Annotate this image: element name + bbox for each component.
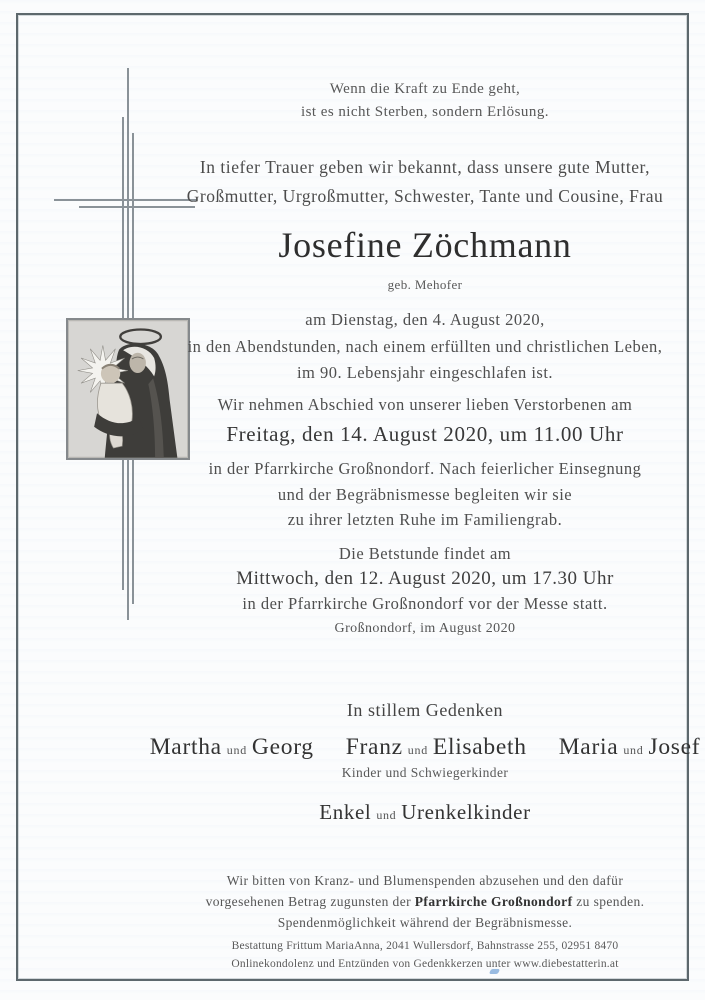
donation-text: vorgesehenen Betrag zugunsten der [205, 894, 415, 909]
announcement-line: Großmutter, Urgroßmutter, Schwester, Tante und Cousine, Frau [186, 185, 664, 206]
donation-line: Wir bitten von Kranz- und Blumenspenden abzusehen und den dafür [226, 873, 624, 888]
maiden-name: geb. Mehofer [387, 277, 463, 292]
farewell-line: zu ihrer letzten Ruhe im Familiengrab. [287, 510, 563, 529]
quote-line: Wenn die Kraft zu Ende geht, [329, 81, 521, 97]
mourners-row [145, 734, 705, 761]
death-notice [145, 307, 705, 387]
mourner-name: Martha [149, 734, 222, 760]
connector-und: und [623, 743, 644, 757]
funeral-home-contact: Bestattung Frittum MariaAnna, 2041 Wullersdorf, Bahnstrasse 255, 02951 8470 [231, 940, 619, 952]
mourner-name: Josef [648, 734, 701, 760]
memoriam-title: In stillem Gedenken [346, 700, 504, 720]
announcement-line: In tiefer Trauer geben wir bekannt, dass unsere gute Mutter, [199, 157, 651, 177]
donation-text: zu spenden. [572, 894, 645, 909]
donation-line: Spendenmöglichkeit während der Begräbnismesse. [277, 915, 573, 930]
donation-request [145, 870, 705, 933]
online-condolence-note: Onlinekondolenz und Entzünden von Gedenkkerzen unter www.diebestatterin.at [231, 957, 619, 970]
mourner-name: Maria [558, 734, 619, 760]
mourner-couple [150, 734, 314, 761]
prayer-hour-line: in der Pfarrkirche Großnondorf vor der Messe statt. [242, 594, 608, 613]
mourner-name: Elisabeth [432, 734, 527, 760]
prayer-hour-line: Die Betstunde findet am [338, 544, 512, 563]
mourner-couple [559, 734, 701, 761]
death-line: am Dienstag, den 4. August 2020, [305, 310, 545, 329]
mourner-name: Franz [345, 734, 403, 760]
mourner-name: Georg [251, 734, 314, 760]
mourners-caption: Kinder und Schwiegerkinder [341, 765, 509, 780]
announcement-text [145, 153, 705, 210]
deceased-name: Josefine Zöchmann [278, 225, 572, 265]
farewell-details [145, 456, 705, 533]
donation-line [145, 891, 705, 912]
connector-und: und [376, 808, 397, 822]
funeral-home-footer [145, 938, 705, 973]
farewell-line: und der Begräbnismesse begleiten wir sie [277, 484, 573, 504]
farewell-intro: Wir nehmen Abschied von unserer lieben Verstorbenen am [217, 395, 633, 414]
death-line: in den Abendstunden, nach einem erfüllten und christlichen Leben, [187, 336, 663, 356]
place-dateline: Großnondorf, im August 2020 [334, 621, 516, 636]
farewell-line: in der Pfarrkirche Großnondorf. Nach feierlicher Einsegnung [208, 459, 642, 478]
funeral-datetime: Freitag, den 14. August 2020, um 11.00 Uhr [226, 422, 624, 446]
prayer-hour-datetime: Mittwoch, den 12. August 2020, um 17.30 Uhr [236, 568, 614, 589]
prayer-hour-notice [145, 541, 705, 616]
opening-quote [145, 78, 705, 124]
mourner-name: Urenkelkinder [401, 800, 531, 824]
connector-und: und [226, 743, 247, 757]
donation-beneficiary: Pfarrkirche Großnondorf [414, 894, 573, 909]
death-line: im 90. Lebensjahr eingeschlafen ist. [296, 363, 554, 382]
mourner-couple [346, 734, 527, 761]
grandchildren-line [145, 800, 705, 825]
quote-line: ist es nicht Sterben, sondern Erlösung. [301, 104, 549, 120]
mourner-name: Enkel [319, 800, 372, 824]
connector-und: und [407, 743, 428, 757]
